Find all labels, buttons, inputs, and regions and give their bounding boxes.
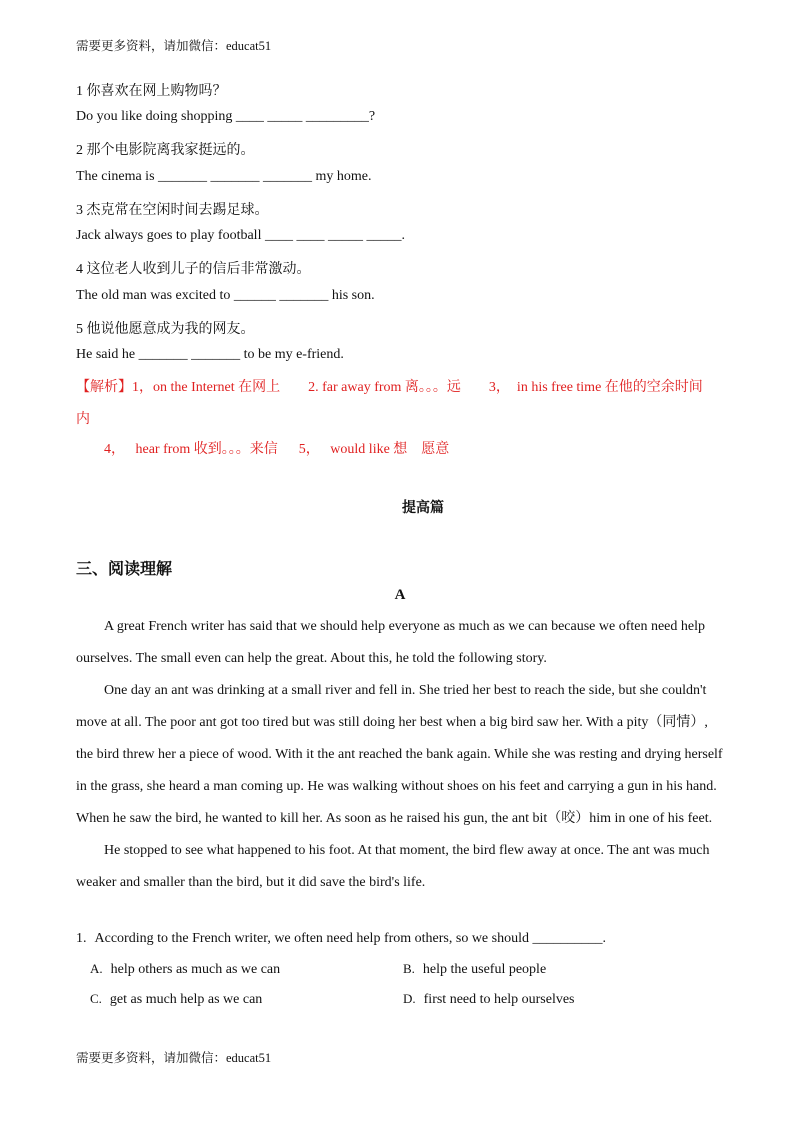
exercise-5-chinese: 5 他说他愿意成为我的网友。 [76,322,255,337]
question-text: According to the French writer, we often need help from others, so we should __________. [94,931,606,946]
option-text: get as much help as we can [109,992,263,1007]
passage-body [76,611,726,899]
analysis-line-2: 内 [76,412,90,427]
subheading: 提高篇 [402,500,444,516]
exercise-3-chinese: 3 杰克常在空闲时间去踢足球。 [76,203,269,218]
option-text: help others as much as we can [110,962,281,977]
passage-paragraph-3: He stopped to see what happened to his foot. At that moment, the bird flew away at once. The ant was much weaker and smaller than the bird, but it did save the bird's life. [76,843,710,890]
option-letter: A. [90,961,103,976]
analysis-line-1: 【解析】1，on the Internet 在网上 2. far away from 离。。。远 3， in his free time 在他的空余时间 [76,380,703,395]
option-text: first need to help ourselves [423,992,575,1007]
exercise-4-chinese: 4 这位老人收到儿子的信后非常激动。 [76,262,311,277]
option-letter: C. [90,991,102,1006]
passage-paragraph-1: A great French writer has said that we should help everyone as much as we can because we often need help ourselves. The small even can help the great. About this, he told the following story. [76,619,706,666]
exercise-5-english: He said he _______ _______ to be my e-friend. [76,347,344,362]
page-header: 需要更多资料，请加微信：educat51 [76,39,272,53]
option-b[interactable] [403,961,546,978]
option-text: help the useful people [422,962,547,977]
passage-title: A [394,587,406,603]
option-a[interactable] [90,961,280,978]
exercise-3-english: Jack always goes to play football ____ ____ _____ _____. [76,228,405,243]
passage-paragraph-2: One day an ant was drinking at a small river and fell in. She tried her best to reach the side, but she couldn't move at all. The poor ant got too tired but was still doing her best when a big bird saw her. With a pity（同情）, the bird threw her a piece of wood. With it the ant reached the bank again. While she was resting and drying herself in the grass, she heard a man coming up. He was walking without shoes on his feet and carrying a gun in his hand. When he saw the bird, he wanted to kill her. As soon as he raised his gun, the ant bit（咬）him in one of his feet. [76,683,723,826]
question-number: 1. [76,931,87,946]
question-1 [76,931,606,947]
exercise-1-chinese: 1 你喜欢在网上购物吗？ [76,84,227,99]
exercise-1-english: Do you like doing shopping ____ _____ _________? [76,109,376,124]
option-letter: B. [403,961,415,976]
option-letter: D. [403,991,416,1006]
analysis-line-3: 4， hear from 收到。。。来信 5， would like 想 愿意 [104,442,450,457]
exercise-4-english: The old man was excited to ______ _______ his son. [76,288,375,303]
exercise-2-english: The cinema is _______ _______ _______ my home. [76,169,372,184]
page-footer: 需要更多资料，请加微信：educat51 [76,1051,272,1065]
option-d[interactable] [403,991,575,1008]
option-c[interactable] [90,991,262,1008]
section-title: 三、阅读理解 [76,559,173,578]
exercise-2-chinese: 2 那个电影院离我家挺远的。 [76,143,255,158]
